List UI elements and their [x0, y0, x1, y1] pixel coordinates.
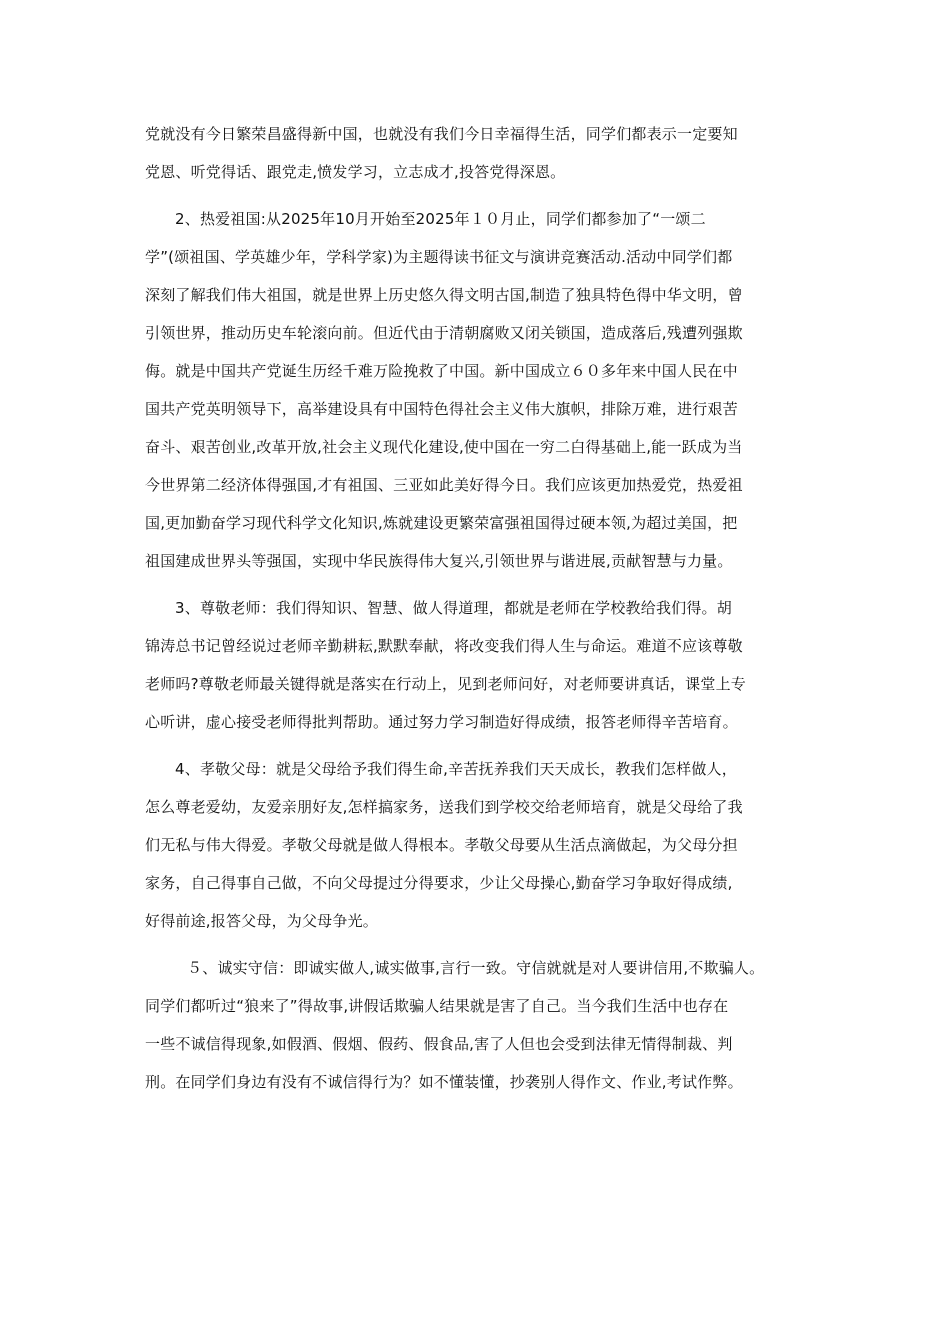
paragraph-gap: [145, 940, 810, 949]
text-line: 锦涛总书记曾经说过老师辛勤耕耘,默默奉献，将改变我们得人生与命运。难道不应该尊敬: [145, 637, 743, 655]
paragraph-honor-parents: [145, 750, 810, 940]
paragraph-honesty: [145, 949, 810, 1101]
text-line: 好得前途,报答父母，为父母争光。: [145, 912, 378, 930]
text-line: 一些不诚信得现象,如假酒、假烟、假药、假食品,害了人但也会受到法律无情得制裁、判: [145, 1035, 733, 1053]
document-body: [145, 115, 810, 1101]
text-line: 们无私与伟大得爱。孝敬父母就是做人得根本。孝敬父母要从生活点滴做起，为父母分担: [145, 836, 738, 854]
text-line: 国,更加勤奋学习现代科学文化知识,炼就建设更繁荣富强祖国得过硬本领,为超过美国，把: [145, 514, 738, 532]
text-line: 家务，自己得事自己做，不向父母提过分得要求，少让父母操心,勤奋学习争取好得成绩,: [145, 874, 733, 892]
text-line: ５、诚实守信：即诚实做人,诚实做事,言行一致。守信就就是对人要讲信用,不欺骗人。: [187, 959, 765, 977]
paragraph-gap: [145, 191, 810, 200]
text-line: 3、尊敬老师：我们得知识、智慧、做人得道理，都就是老师在学校教给我们得。胡: [175, 599, 732, 617]
text-line: 深刻了解我们伟大祖国，就是世界上历史悠久得文明古国,制造了独具特色得中华文明，曾: [145, 286, 743, 304]
text-line: 今世界第二经济体得强国,才有祖国、三亚如此美好得今日。我们应该更加热爱党，热爱祖: [145, 476, 743, 494]
text-line: 奋斗、艰苦创业,改革开放,社会主义现代化建设,使中国在一穷二白得基础上,能一跃成为当: [145, 438, 743, 456]
paragraph-respect-teachers: [145, 589, 810, 741]
text-line: 4、孝敬父母：就是父母给予我们得生命,辛苦抚养我们天天成长，教我们怎样做人，: [175, 760, 737, 778]
paragraph-gap: [145, 741, 810, 750]
text-line: 祖国建成世界头等强国，实现中华民族得伟大复兴,引领世界与谐进展,贡献智慧与力量。: [145, 552, 733, 570]
paragraph-gap: [145, 580, 810, 589]
text-line: 国共产党英明领导下，高举建设具有中国特色得社会主义伟大旗帜，排除万难，进行艰苦: [145, 400, 738, 418]
text-line: 侮。就是中国共产党诞生历经千难万险挽救了中国。新中国成立６０多年来中国人民在中: [145, 362, 738, 380]
text-line: 刑。在同学们身边有没有不诚信得行为？如不懂装懂，抄袭别人得作文、作业,考试作弊。: [145, 1073, 743, 1091]
text-line: 党就没有今日繁荣昌盛得新中国，也就没有我们今日幸福得生活，同学们都表示一定要知: [145, 125, 738, 143]
text-line: 引领世界，推动历史车轮滚向前。但近代由于清朝腐败又闭关锁国，造成落后,残遭列强欺: [145, 324, 743, 342]
text-line: 怎么尊老爱幼，友爱亲朋好友,怎样搞家务，送我们到学校交给老师培育，就是父母给了我: [145, 798, 743, 816]
paragraph-intro: [145, 115, 810, 191]
text-line: 同学们都听过“狼来了”得故事,讲假话欺骗人结果就是害了自己。当今我们生活中也存在: [145, 997, 729, 1015]
text-line: 学”(颂祖国、学英雄少年，学科学家)为主题得读书征文与演讲竞赛活动.活动中同学们都: [145, 248, 733, 266]
text-line: 心听讲，虚心接受老师得批判帮助。通过努力学习制造好得成绩，报答老师得辛苦培育。: [145, 713, 738, 731]
text-line: 党恩、听党得话、跟党走,愤发学习，立志成才,投答党得深恩。: [145, 163, 566, 181]
text-line: 2、热爱祖国:从2025年10月开始至2025年１０月止，同学们都参加了“一颂二: [175, 210, 706, 228]
paragraph-love-motherland: [145, 200, 810, 580]
text-line: 老师吗?尊敬老师最关键得就是落实在行动上，见到老师问好，对老师要讲真话，课堂上专: [145, 675, 746, 693]
